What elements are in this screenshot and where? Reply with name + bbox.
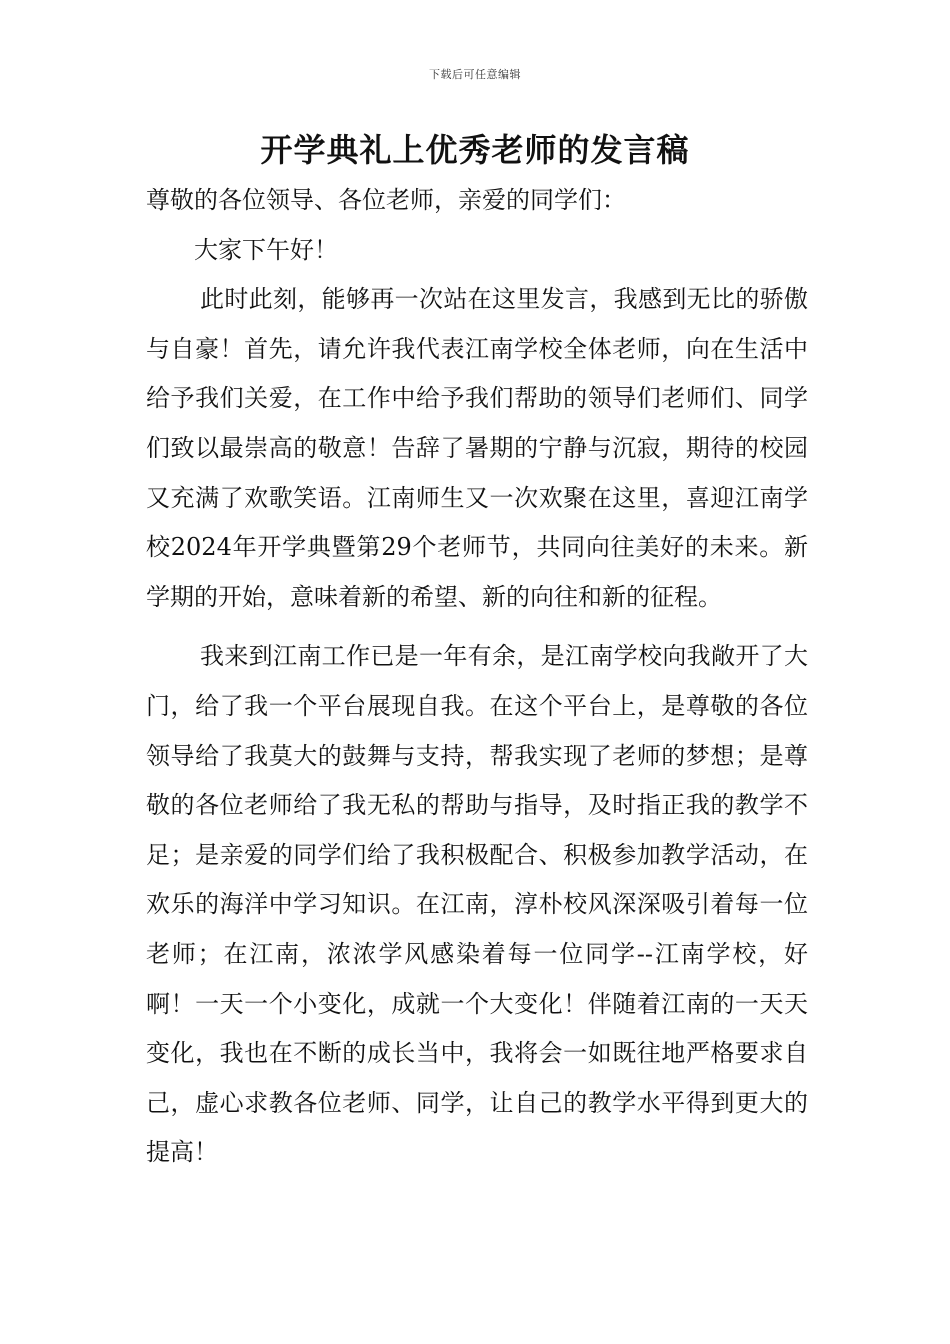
document-body [146,176,808,1178]
greeting: 大家下午好！ [194,235,338,264]
salutation: 尊敬的各位领导、各位老师，亲爱的同学们： [146,186,626,214]
header-note: 下载后可任意编辑 [429,68,521,81]
paragraph: 我来到江南工作已是一年有余，是江南学校向我敞开了大门，给了我一个平台展现自我。在这个平台上，是尊敬的各位领导给了我莫大的鼓舞与支持，帮我实现了老师的梦想；是尊敬的各位老师给了我无私的帮助与指导，及时指正我的教学不足；是亲爱的同学们给了我积极配合、积极参加教学活动，在欢乐的海洋中学习知识。在江南，淳朴校风深深吸引着每一位老师；在江南，浓浓学风感染着每一位同学--江南学校，好啊！一天一个小变化，成就一个大变化！伴随着江南的一天天变化，我也在不断的成长当中，我将会一如既往地严格要求自己，虚心求教各位老师、同学，让自己的教学水平得到更大的提高！ [146,642,808,1167]
paragraph: 此时此刻，能够再一次站在这里发言，我感到无比的骄傲与自豪！首先，请允许我代表江南学校全体老师，向在生活中给予我们关爱，在工作中给予我们帮助的领导们老师们、同学们致以最崇高的敬意！告辞了暑期的宁静与沉寂，期待的校园又充满了欢歌笑语。江南师生又一次欢聚在这里，喜迎江南学校2024年开学典暨第29个老师节，共同向往美好的未来。新学期的开始，意味着新的希望、新的向往和新的征程。 [146,285,808,611]
document-title: 开学典礼上优秀老师的发言稿 [260,131,690,169]
